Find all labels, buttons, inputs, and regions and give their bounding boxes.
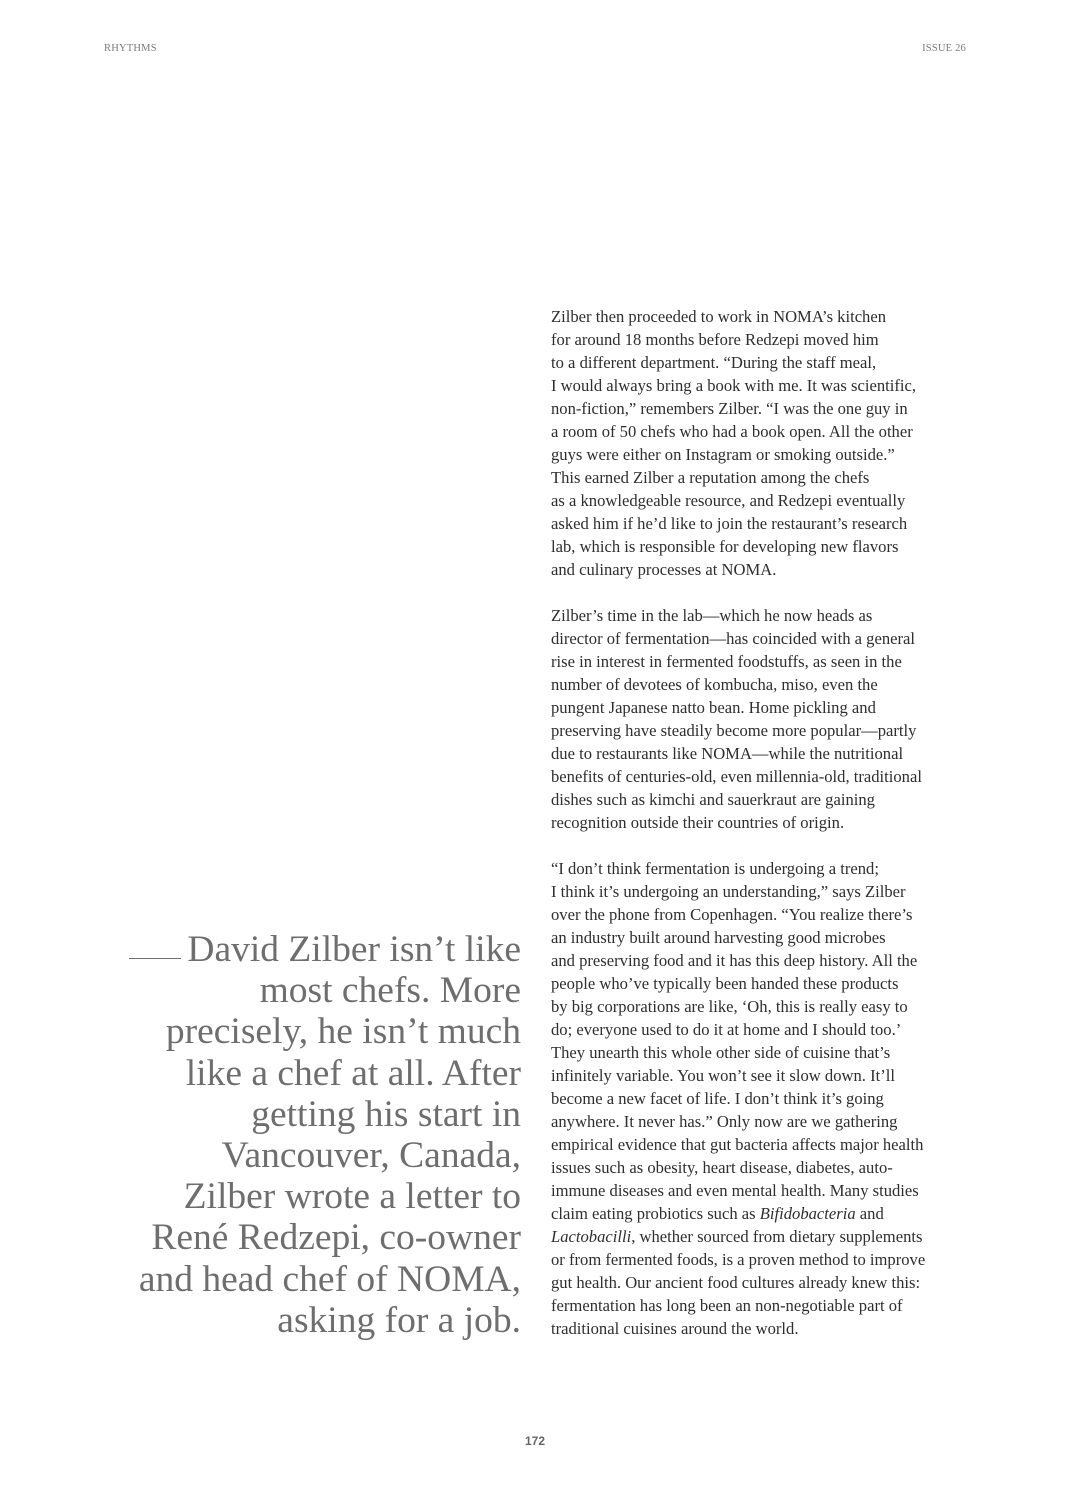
text-line: people who’ve typically been handed these products — [551, 974, 899, 993]
text-line: They unearth this whole other side of cuisine that’s — [551, 1043, 891, 1062]
pull-quote-line: Zilber wrote a letter to — [183, 1176, 521, 1218]
text-line: guys were either on Instagram or smoking outside.” — [551, 445, 895, 464]
section-label: RHYTHMS — [104, 43, 157, 54]
italic-term: Bifidobacteria — [759, 1204, 856, 1223]
text-line: “I don’t think fermentation is undergoing a trend; — [551, 859, 879, 878]
pull-quote-line: like a chef at all. After — [185, 1052, 521, 1094]
text-line: dishes such as kimchi and sauerkraut are gaining — [551, 790, 875, 809]
text-line: issues such as obesity, heart disease, diabetes, auto- — [551, 1158, 893, 1177]
paragraph — [551, 305, 981, 581]
text-line: traditional cuisines around the world. — [551, 1319, 799, 1338]
text-line: and preserving food and it has this deep history. All the — [551, 951, 918, 970]
text-line: I think it’s undergoing an understanding,” says Zilber — [551, 882, 906, 901]
text-line: to a different department. “During the staff meal, — [551, 353, 877, 372]
pull-quote-rule — [129, 958, 181, 959]
text-line: fermentation has long been an non-negotiable part of — [551, 1296, 903, 1315]
text-line: anywhere. It never has.” Only now are we gathering — [551, 1112, 898, 1131]
article-body — [551, 305, 981, 1363]
text-line: gut health. Our ancient food cultures already knew this: — [551, 1273, 921, 1292]
pull-quote-line: precisely, he isn’t much — [165, 1011, 521, 1053]
italic-term: Lactobacilli — [551, 1227, 632, 1246]
pull-quote-line: asking for a job. — [277, 1299, 521, 1341]
text-segment: , whether sourced from dietary supplements — [631, 1227, 923, 1246]
text-line: due to restaurants like NOMA—while the nutritional — [551, 744, 904, 763]
paragraph — [551, 857, 981, 1340]
pull-quote — [61, 929, 521, 1341]
text-line: Zilber then proceeded to work in NOMA’s kitchen — [551, 307, 887, 326]
text-line: immune diseases and even mental health. Many studies — [551, 1181, 919, 1200]
text-line: preserving have steadily become more popular—partly — [551, 721, 917, 740]
text-line: asked him if he’d like to join the restaurant’s research — [551, 514, 908, 533]
text-line: become a new facet of life. I don’t think it’s going — [551, 1089, 884, 1108]
text-line: a room of 50 chefs who had a book open. All the other — [551, 422, 913, 441]
text-line: number of devotees of kombucha, miso, even the — [551, 675, 878, 694]
text-line: and culinary processes at NOMA. — [551, 560, 777, 579]
pull-quote-line: and head chef of NOMA, — [138, 1258, 521, 1300]
text-line: for around 18 months before Redzepi moved him — [551, 330, 879, 349]
text-line — [551, 1225, 981, 1248]
issue-label: ISSUE 26 — [922, 43, 966, 54]
text-line — [551, 1202, 981, 1225]
text-line: over the phone from Copenhagen. “You realize there’s — [551, 905, 913, 924]
pull-quote-line: most chefs. More — [259, 970, 521, 1012]
text-segment: and — [855, 1204, 884, 1223]
text-line: lab, which is responsible for developing new flavors — [551, 537, 899, 556]
text-line: an industry built around harvesting good microbes — [551, 928, 886, 947]
text-line: pungent Japanese natto bean. Home pickling and — [551, 698, 876, 717]
pull-quote-line: David Zilber isn’t like — [61, 929, 521, 970]
text-line: non-fiction,” remembers Zilber. “I was the one guy in — [551, 399, 908, 418]
text-line: recognition outside their countries of origin. — [551, 813, 845, 832]
text-line: This earned Zilber a reputation among the chefs — [551, 468, 870, 487]
text-line: benefits of centuries-old, even millennia-old, traditional — [551, 767, 922, 786]
text-line: do; everyone used to do it at home and I should too.’ — [551, 1020, 902, 1039]
text-segment: claim eating probiotics such as — [551, 1204, 760, 1223]
text-line: by big corporations are like, ‘Oh, this is really easy to — [551, 997, 908, 1016]
text-line: Zilber’s time in the lab—which he now heads as — [551, 606, 873, 625]
text-line: rise in interest in fermented foodstuffs, as seen in the — [551, 652, 902, 671]
pull-quote-line: getting his start in — [251, 1093, 521, 1135]
pull-quote-line: René Redzepi, co-owner — [151, 1217, 521, 1259]
pull-quote-line: Vancouver, Canada, — [221, 1135, 521, 1177]
text-line: as a knowledgeable resource, and Redzepi eventually — [551, 491, 906, 510]
text-line: infinitely variable. You won’t see it slow down. It’ll — [551, 1066, 895, 1085]
text-line: I would always bring a book with me. It was scientific, — [551, 376, 916, 395]
text-line: or from fermented foods, is a proven method to improve — [551, 1250, 926, 1269]
paragraph — [551, 604, 981, 834]
text-line: director of fermentation—has coincided with a general — [551, 629, 915, 648]
page-number: 172 — [524, 1434, 546, 1448]
text-line: empirical evidence that gut bacteria affects major health — [551, 1135, 924, 1154]
